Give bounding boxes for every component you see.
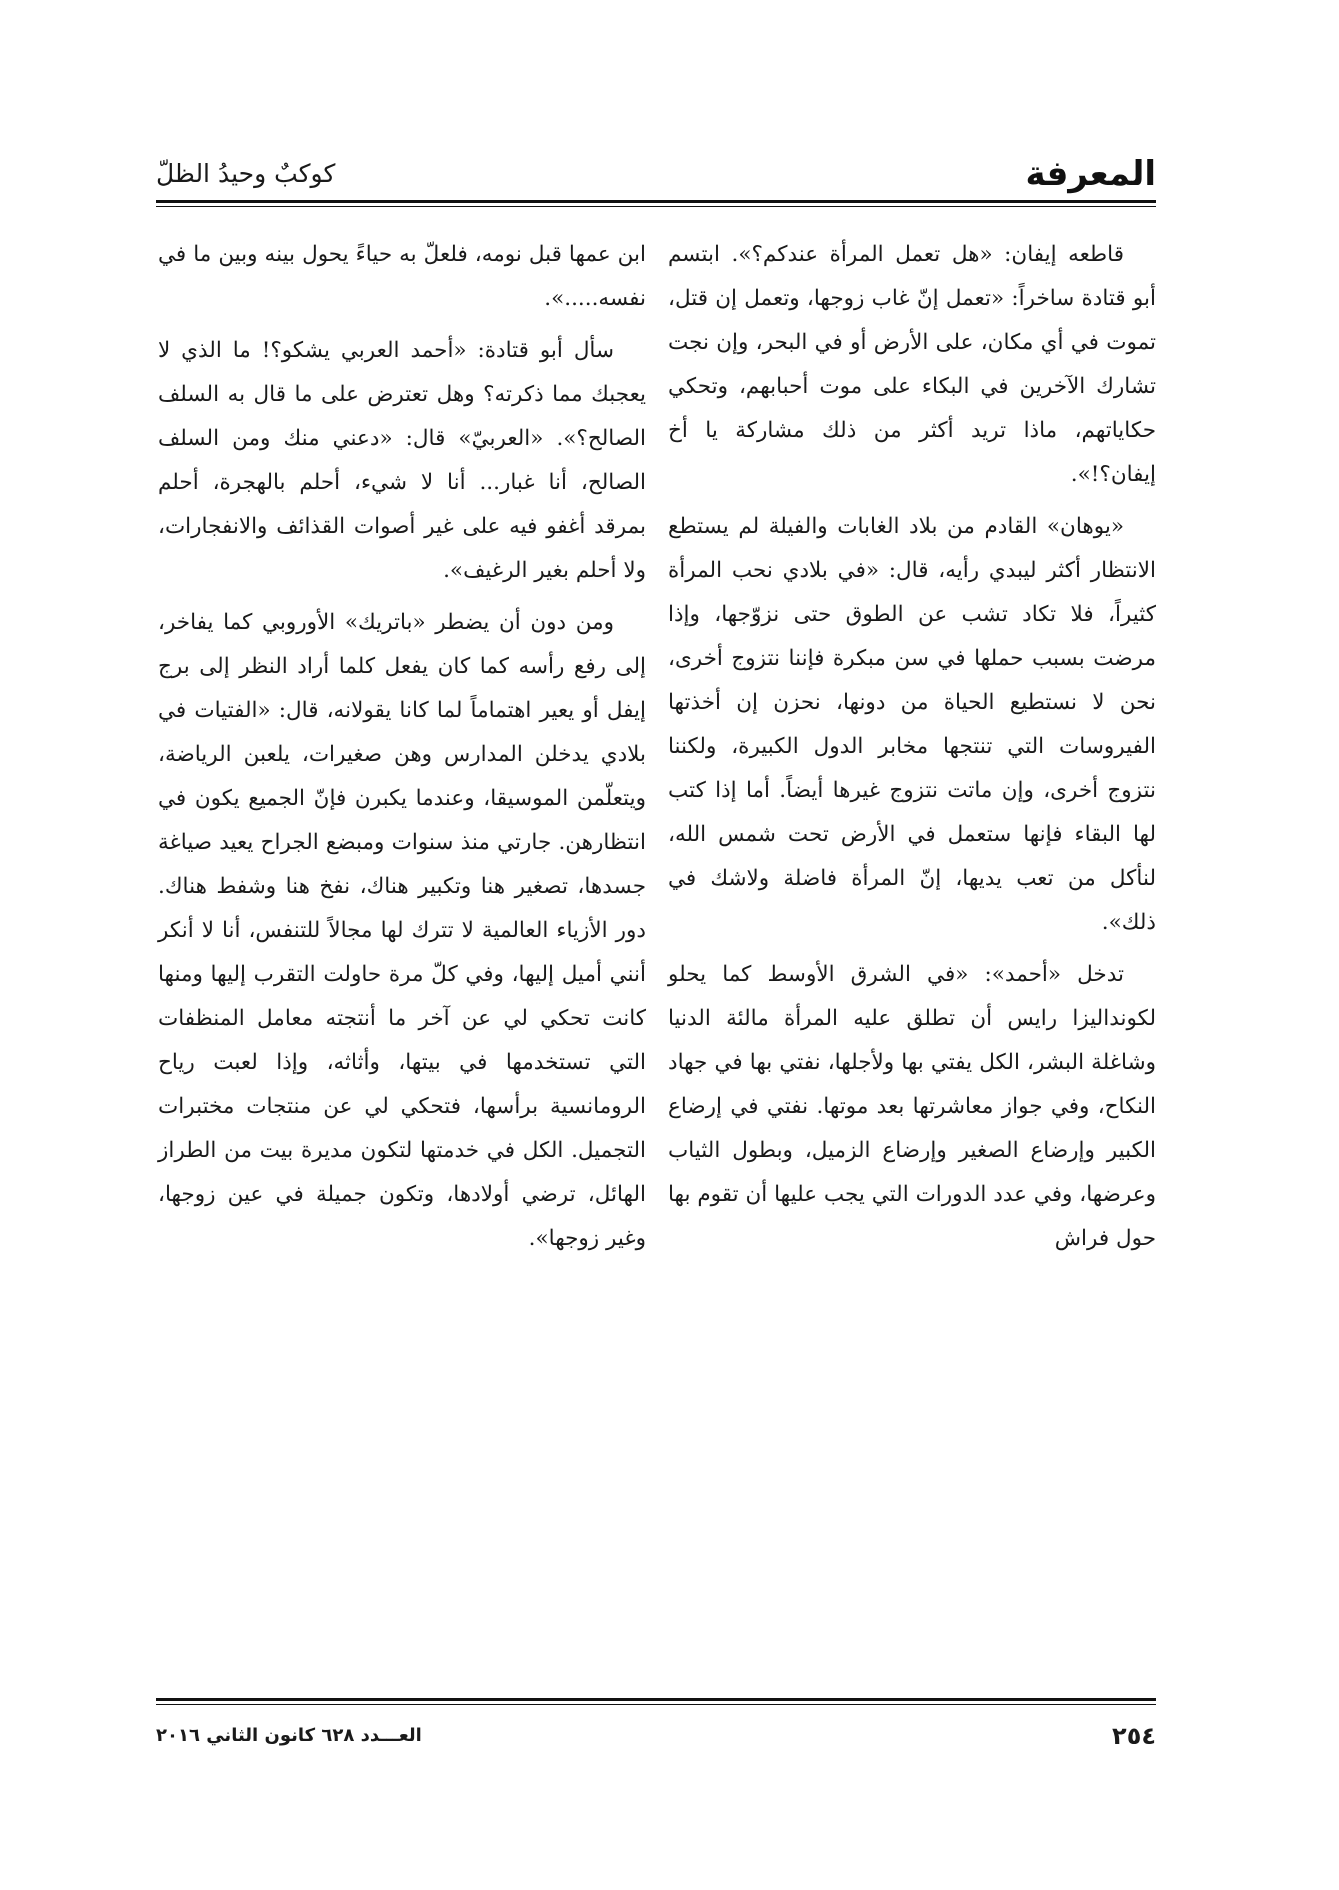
footer-rule-thin xyxy=(156,1704,1156,1705)
footer-rule xyxy=(156,1698,1156,1701)
paragraph: قاطعه إيفان: «هل تعمل المرأة عندكم؟». ابتسم أبو قتادة ساخراً: «تعمل إنّ غاب زوجها، وتعمل إن قتل، تموت في أي مكان، على الأرض أو في البحر، وإن نجت تشارك الآخرين في البكاء على موت أحبابهم، وتحكي حكاياتهم، ماذا تريد أكثر من ذلك مشاركة يا أخ إيفان؟!». xyxy=(668,242,1156,487)
header-rule xyxy=(156,200,1156,203)
paragraph: تدخل «أحمد»: «في الشرق الأوسط كما يحلو لكونداليزا رايس أن تطلق عليه المرأة مالئة الدنيا وشاغلة البشر، الكل يفتي بها ولأجلها، نفتي بها في جهاد النكاح، وفي جواز معاشرتها بعد موتها. نفتي في إرضاع الكبير وإرضاع الصغير وإرضاع الزميل، وبطول الثياب وعرضها، وفي عدد الدورات التي يجب عليها أن تقوم بها حول فراش xyxy=(668,962,1156,1251)
magazine-logo: المعرفة xyxy=(1025,154,1156,194)
left-column xyxy=(158,233,646,1269)
paragraph: «يوهان» القادم من بلاد الغابات والفيلة لم يستطع الانتظار أكثر ليبدي رأيه، قال: «في بلادي نحب المرأة كثيراً، فلا تكاد تشب عن الطوق حتى نزوّجها، وإذا مرضت بسبب حملها في سن مبكرة فإننا نتزوج أخرى، نحن لا نستطيع الحياة من دونها، نحزن إن أخذتها الفيروسات التي تنتجها مخابر الدول الكبيرة، ولكننا نتزوج أخرى، وإن ماتت نتزوج غيرها أيضاً. أما إذا كتب لها البقاء فإنها ستعمل في الأرض تحت شمس الله، لنأكل من تعب يديها، إنّ المرأة فاضلة ولاشك في ذلك». xyxy=(668,514,1156,935)
issue-info: العـــدد ٦٢٨ كانون الثاني ٢٠١٦ xyxy=(156,1725,422,1746)
right-column xyxy=(668,233,1156,1269)
paragraph: سأل أبو قتادة: «أحمد العربي يشكو؟! ما الذي لا يعجبك مما ذكرته؟ وهل تعترض على ما قال به السلف الصالح؟». «العربيّ» قال: «دعني منك ومن السلف الصالح، أنا غبار... أنا لا شيء، أحلم بالهجرة، أحلم بمرقد أغفو فيه على غير أصوات القذائف والانفجارات، ولا أحلم بغير الرغيف». xyxy=(158,338,646,583)
page-footer xyxy=(156,1718,1156,1758)
article-title: كوكبٌ وحيدُ الظلّ xyxy=(156,159,336,188)
page-header xyxy=(156,150,1156,200)
page-number: ٢٥٤ xyxy=(1112,1722,1156,1750)
header-rule-thin xyxy=(156,206,1156,207)
paragraph-continuation: ابن عمها قبل نومه، فلعلّ به حياءً يحول بينه وبين ما في نفسه.....». xyxy=(158,242,646,311)
paragraph: ومن دون أن يضطر «باتريك» الأوروبي كما يفاخر، إلى رفع رأسه كما كان يفعل كلما أراد النظر إلى برج إيفل أو يعير اهتماماً لما كانا يقولانه، قال: «الفتيات في بلادي يدخلن المدارس وهن صغيرات، يلعبن الرياضة، ويتعلّمن الموسيقا، وعندما يكبرن فإنّ الجميع يكون في انتظارهن. جارتي منذ سنوات ومبضع الجراح يعيد صياغة جسدها، تصغير هنا وتكبير هناك، نفخ هنا وشفط هناك. دور الأزياء العالمية لا تترك لها مجالاً للتنفس، أنا لا أنكر أنني أميل إليها، وفي كلّ مرة حاولت التقرب إليها ومنها كانت تحكي لي عن آخر ما أنتجته معامل المنظفات التي تستخدمها في بيتها، وأثاثه، وإذا لعبت رياح الرومانسية برأسها، فتحكي لي عن منتجات مختبرات التجميل. الكل في خدمتها لتكون مديرة بيت من الطراز الهائل، ترضي أولادها، وتكون جميلة في عين زوجها، وغير زوجها». xyxy=(158,610,646,1251)
